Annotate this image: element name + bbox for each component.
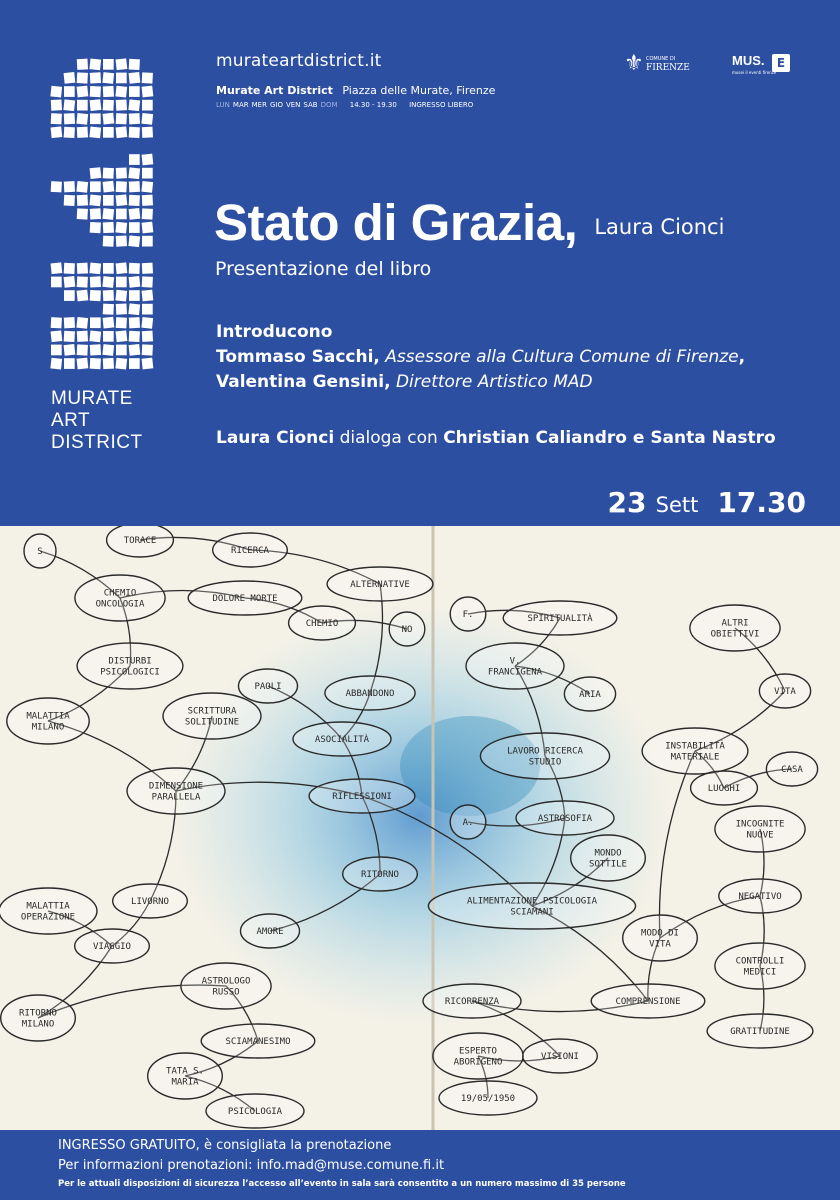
logo-square (51, 262, 63, 274)
logo-square (116, 167, 127, 178)
logo-square (116, 113, 127, 124)
sketch-word: PSICOLOGIA (227, 1107, 283, 1117)
logo-square (77, 344, 88, 355)
day-lun: LUN (216, 101, 230, 109)
mad-logo-mark (50, 58, 155, 373)
sketch-word: VITA (774, 687, 796, 697)
sketch-word: MALATTIA (26, 901, 70, 912)
sketch-word: ARIA (579, 690, 601, 700)
logo-square (103, 263, 114, 274)
logo-square (142, 168, 153, 179)
logo-square (103, 304, 114, 315)
logo-square (90, 113, 101, 124)
sketch-word: A. (462, 818, 474, 828)
logo-square (64, 195, 75, 206)
logo-square (116, 194, 128, 206)
muse-logo (732, 52, 794, 78)
sketch-word: PAOLI (254, 682, 282, 692)
logo-square (116, 126, 128, 138)
logo-square (102, 276, 114, 288)
logo-square (116, 99, 127, 110)
sketch-word: CHEMIO (305, 619, 339, 629)
logo-square (128, 167, 140, 179)
logo-square (77, 331, 88, 342)
sketch-word: MODO DI (641, 928, 679, 939)
logo-square (115, 222, 127, 234)
logo-square (142, 358, 154, 370)
logo-square (77, 358, 89, 370)
sketch-word: ABBANDONO (345, 689, 395, 699)
logo-square (115, 290, 127, 302)
logo-square (64, 290, 75, 301)
logo-square (116, 262, 128, 274)
logo-square (103, 290, 114, 301)
logo-square (90, 358, 101, 369)
sketch-word: MEDICI (743, 967, 777, 978)
logo-square (77, 290, 89, 302)
date-time: 17.30 (717, 486, 806, 519)
sketch-word: MILANO (21, 1019, 55, 1030)
dialog-connector: dialoga con (339, 428, 438, 448)
sketch-word: STUDIO (528, 757, 562, 768)
logo-square (129, 195, 140, 206)
logo-square (141, 113, 153, 125)
opening-hours (216, 101, 476, 109)
logo-square (102, 208, 114, 220)
sketch-word: TORACE (123, 536, 157, 546)
logo-square (142, 100, 153, 111)
sketch-word: VISIONI (541, 1052, 579, 1062)
sketch-word: CONTROLLI (735, 956, 785, 967)
logo-square (129, 344, 141, 356)
sketch-word: S (37, 547, 43, 557)
logo-square (129, 59, 140, 70)
logo-square (64, 344, 76, 356)
sketch-word: CHEMIO (103, 588, 137, 599)
event-date (608, 486, 806, 519)
mind-map-drawing (0, 526, 840, 1130)
sketch-word: ESPERTO (459, 1046, 497, 1057)
logo-square (64, 331, 75, 342)
dialog-line (216, 428, 776, 448)
logo-square (129, 86, 140, 97)
dialog-author: Laura Cionci (216, 428, 335, 448)
logo-square (128, 99, 140, 111)
logo-square (90, 181, 101, 192)
logo-square (129, 208, 141, 220)
speaker-2-role: Direttore Artistico MAD (395, 372, 593, 392)
logo-square (142, 344, 153, 355)
logo-square (89, 331, 101, 343)
sketch-word: MARIA (171, 1077, 199, 1088)
logo-square (64, 263, 75, 274)
logo-square (90, 317, 101, 328)
logo-square (103, 86, 114, 97)
sketch-word: V. (509, 656, 521, 667)
sketch-word: DOLORE MORTE (212, 594, 278, 604)
logo-square (89, 127, 101, 139)
entry-label: INGRESSO LIBERO (409, 101, 474, 109)
logo-square (142, 195, 153, 206)
logo-word-1: MURATE (51, 388, 133, 409)
logo-square (142, 331, 153, 342)
logo-square (51, 99, 62, 110)
logo-square (64, 317, 75, 328)
venue-name: Murate Art District (216, 84, 333, 97)
logo-square (129, 181, 140, 192)
sketch-word: FRANCIGENA (487, 667, 543, 678)
logo-square (141, 317, 153, 329)
logo-square (142, 127, 153, 138)
logo-square (89, 59, 101, 71)
event-subtitle: Presentazione del libro (215, 258, 432, 280)
sketch-word: SCIAMANI (510, 907, 554, 918)
logo-square (102, 344, 114, 356)
sketch-word: GRATITUDINE (730, 1027, 790, 1037)
logo-square (90, 276, 101, 287)
logo-square (129, 358, 140, 369)
logo-square (142, 208, 153, 219)
logo-square (64, 181, 75, 192)
logo-square (129, 222, 140, 233)
intro-label: Introducono (216, 322, 333, 342)
opening-hours-time: 14.30 - 19.30 (349, 101, 397, 109)
sketch-word: ALTRI (721, 618, 749, 629)
speaker-1-name: Tommaso Sacchi, (216, 347, 380, 367)
sketch-word: RITORNO (19, 1008, 57, 1019)
logo-square (77, 263, 88, 274)
logo-square (142, 222, 154, 234)
logo-square (129, 154, 140, 165)
sketch-word: MATERIALE (670, 752, 720, 763)
comune-line-2: FIRENZE (646, 63, 690, 73)
logo-square (77, 195, 88, 206)
sketch-word: DIMENSIONE (148, 781, 204, 792)
muse-mark: MUS. (732, 53, 765, 68)
sketch-word: CASA (781, 765, 803, 775)
logo-square (90, 72, 101, 83)
sketch-word: RICERCA (231, 546, 269, 556)
sketch-word: RIFLESSIONI (332, 792, 392, 802)
logo-square (103, 195, 114, 206)
speaker-1-role: Assessore alla Cultura Comune di Firenze (385, 347, 739, 367)
day-mar: MAR (232, 101, 249, 109)
logo-square (142, 72, 153, 83)
logo-square (116, 330, 128, 342)
logo-square (129, 113, 140, 124)
sketch-word: ONCOLOGIA (95, 599, 145, 610)
sketch-word: NUOVE (746, 830, 774, 841)
sketch-word: LAVORO RICERCA (507, 746, 583, 757)
sketch-word: RICORRENZA (444, 997, 500, 1007)
logo-square (77, 276, 88, 287)
sketch-word: PARALLELA (151, 792, 201, 803)
logo-square (90, 290, 101, 301)
sketch-word: RITORNO (361, 870, 399, 880)
logo-square (103, 236, 114, 247)
muse-letter-box: E (772, 54, 790, 72)
logo-square (103, 59, 114, 70)
sketch-word: ABORIGENO (453, 1057, 503, 1068)
logo-square (142, 86, 154, 98)
day-mer: MER (251, 101, 267, 109)
sketch-word: LUOGHI (707, 784, 741, 794)
logo-square (142, 263, 153, 274)
logo-square (116, 58, 128, 70)
introducers-block (216, 320, 745, 395)
day-dom: DOM (320, 101, 338, 109)
logo-square (103, 222, 114, 233)
logo-square (64, 72, 76, 84)
sketch-word: INSTABILITÀ (665, 741, 725, 752)
logo-square (116, 235, 127, 246)
day-sab: SAB (303, 101, 318, 109)
logo-square (77, 127, 88, 138)
sketch-word: SOLITUDINE (184, 717, 240, 728)
sketch-word: SCRITTURA (187, 706, 237, 717)
logo-square (103, 317, 115, 329)
logo-square (103, 168, 114, 179)
logo-square (141, 181, 153, 193)
sketch-word: MONDO (594, 848, 622, 859)
sketch-word: AMORE (256, 927, 284, 937)
speaker-2-name: Valentina Gensini, (216, 372, 391, 392)
date-month: Sett (655, 493, 699, 517)
logo-square (51, 126, 63, 138)
logo-square (103, 331, 114, 342)
logo-word-3: DISTRICT (51, 432, 143, 453)
logo-square (90, 208, 101, 219)
logo-square (51, 181, 62, 192)
logo-square (89, 263, 101, 275)
comune-firenze-logo (624, 52, 688, 78)
sketch-word: ASTROLOGO (201, 976, 251, 987)
logo-square (51, 345, 62, 356)
logo-square (103, 113, 115, 125)
logo-square (64, 358, 75, 369)
sketch-word: DISTURBI (108, 656, 152, 667)
logo-square (51, 113, 62, 124)
logo-square (51, 330, 63, 342)
sketch-word: 19/05/1950 (460, 1094, 516, 1104)
event-title-line (214, 193, 724, 252)
sketch-word: RUSSO (212, 987, 240, 998)
logo-square (90, 99, 102, 111)
logo-square (129, 72, 141, 84)
logo-square (102, 72, 114, 84)
logo-square (129, 290, 140, 301)
footer-free-entry: INGRESSO GRATUITO, è consigliata la prenotazione (58, 1138, 392, 1153)
logo-square (129, 127, 140, 138)
sketch-word: ASOCIALITÀ (314, 735, 370, 745)
logo-square (116, 209, 127, 220)
sketch-word: TATA S. (166, 1066, 204, 1077)
sketch-word: LIVORNO (131, 897, 169, 907)
sketch-word: ALIMENTAZIONE PSICOLOGIA (466, 896, 598, 907)
sketch-word: COMPRENSIONE (615, 997, 681, 1007)
logo-square (115, 86, 127, 98)
mad-logo-wordmark (51, 388, 143, 454)
dialog-guests: Christian Caliandro e Santa Nastro (443, 428, 776, 448)
venue-address: Piazza delle Murate, Firenze (342, 84, 496, 97)
venue-line (216, 84, 495, 97)
logo-square (64, 276, 76, 288)
logo-square (116, 181, 127, 192)
footer-safety-note: Per le attuali disposizioni di sicurezza l’accesso all’evento in sala sarà consentito a un numero massimo di 35 persone (58, 1179, 626, 1189)
header-panel (0, 0, 840, 526)
sketch-word: PSICOLOGICI (100, 667, 160, 678)
sketch-word: ASTROSOFIA (537, 814, 593, 824)
sketch-word: VITA (649, 939, 671, 950)
logo-square (129, 317, 140, 328)
logo-word-2: ART (51, 410, 91, 431)
logo-square (142, 290, 154, 302)
logo-square (128, 303, 140, 315)
florence-lily-icon: ⚜ (624, 51, 644, 76)
logo-square (77, 100, 88, 111)
logo-square (129, 276, 141, 288)
footer-panel (0, 1130, 840, 1200)
logo-square (50, 358, 62, 370)
logo-square (63, 99, 75, 111)
logo-square (142, 276, 153, 287)
sketch-word: SCIAMANESIMO (225, 1037, 291, 1047)
logo-square (90, 222, 101, 233)
logo-square (64, 127, 75, 138)
logo-square (51, 277, 62, 288)
logo-square (90, 344, 101, 355)
logo-square (64, 86, 75, 97)
logo-square (129, 263, 140, 274)
logo-square (142, 236, 153, 247)
footer-contact[interactable]: Per informazioni prenotazioni: info.mad@muse.comune.fi.it (58, 1158, 445, 1173)
logo-square (77, 72, 88, 83)
logo-square (77, 59, 88, 70)
logo-square (50, 86, 62, 98)
logo-square (90, 167, 102, 179)
date-day: 23 (607, 486, 647, 519)
comune-line-1: COMUNE DI (646, 56, 676, 62)
sketch-word: ALTERNATIVE (350, 580, 410, 590)
logo-square (116, 345, 127, 356)
logo-square (103, 358, 114, 369)
logo-square (77, 208, 88, 219)
sketch-word: F. (462, 610, 474, 620)
logo-square (76, 317, 88, 329)
logo-square (128, 235, 140, 247)
logo-square (76, 181, 88, 193)
day-ven: VEN (285, 101, 301, 109)
logo-square (129, 331, 140, 342)
logo-square (116, 277, 127, 288)
logo-square (142, 304, 153, 315)
logo-square (116, 303, 127, 314)
logo-square (103, 127, 114, 138)
muse-subtitle: musei il eventi firenze (732, 70, 777, 75)
speaker-1-comma: , (738, 347, 746, 367)
sketch-word: OPERAZIONE (20, 912, 76, 923)
logo-square (90, 86, 101, 97)
logo-square (142, 154, 154, 166)
sketch-word: OBIETTIVI (710, 629, 760, 640)
sketch-word: NEGATIVO (738, 892, 782, 902)
logo-square (116, 317, 127, 328)
sketch-word: MILANO (31, 722, 65, 733)
sketch-word: SPIRITUALITÀ (527, 614, 593, 624)
logo-square (77, 86, 89, 98)
logo-square (115, 358, 127, 370)
sketch-word: NO (401, 625, 413, 635)
logo-square (103, 100, 114, 111)
mind-map-sketch (0, 526, 840, 1130)
logo-square (89, 195, 101, 207)
event-title: Stato di Grazia, (214, 194, 578, 251)
logo-square (76, 113, 88, 125)
logo-square (103, 181, 115, 193)
sketch-word: SOTTILE (589, 859, 627, 870)
sketch-word: VIAGGIO (93, 942, 131, 952)
sketch-word: INCOGNITE (735, 819, 785, 830)
logo-square (51, 317, 62, 328)
website-url[interactable]: murateartdistrict.it (216, 51, 382, 71)
logo-square (116, 73, 127, 84)
event-author: Laura Cionci (594, 215, 725, 239)
logo-square (64, 113, 75, 124)
day-gio: GIO (269, 101, 283, 109)
sketch-word: MALATTIA (26, 711, 70, 722)
